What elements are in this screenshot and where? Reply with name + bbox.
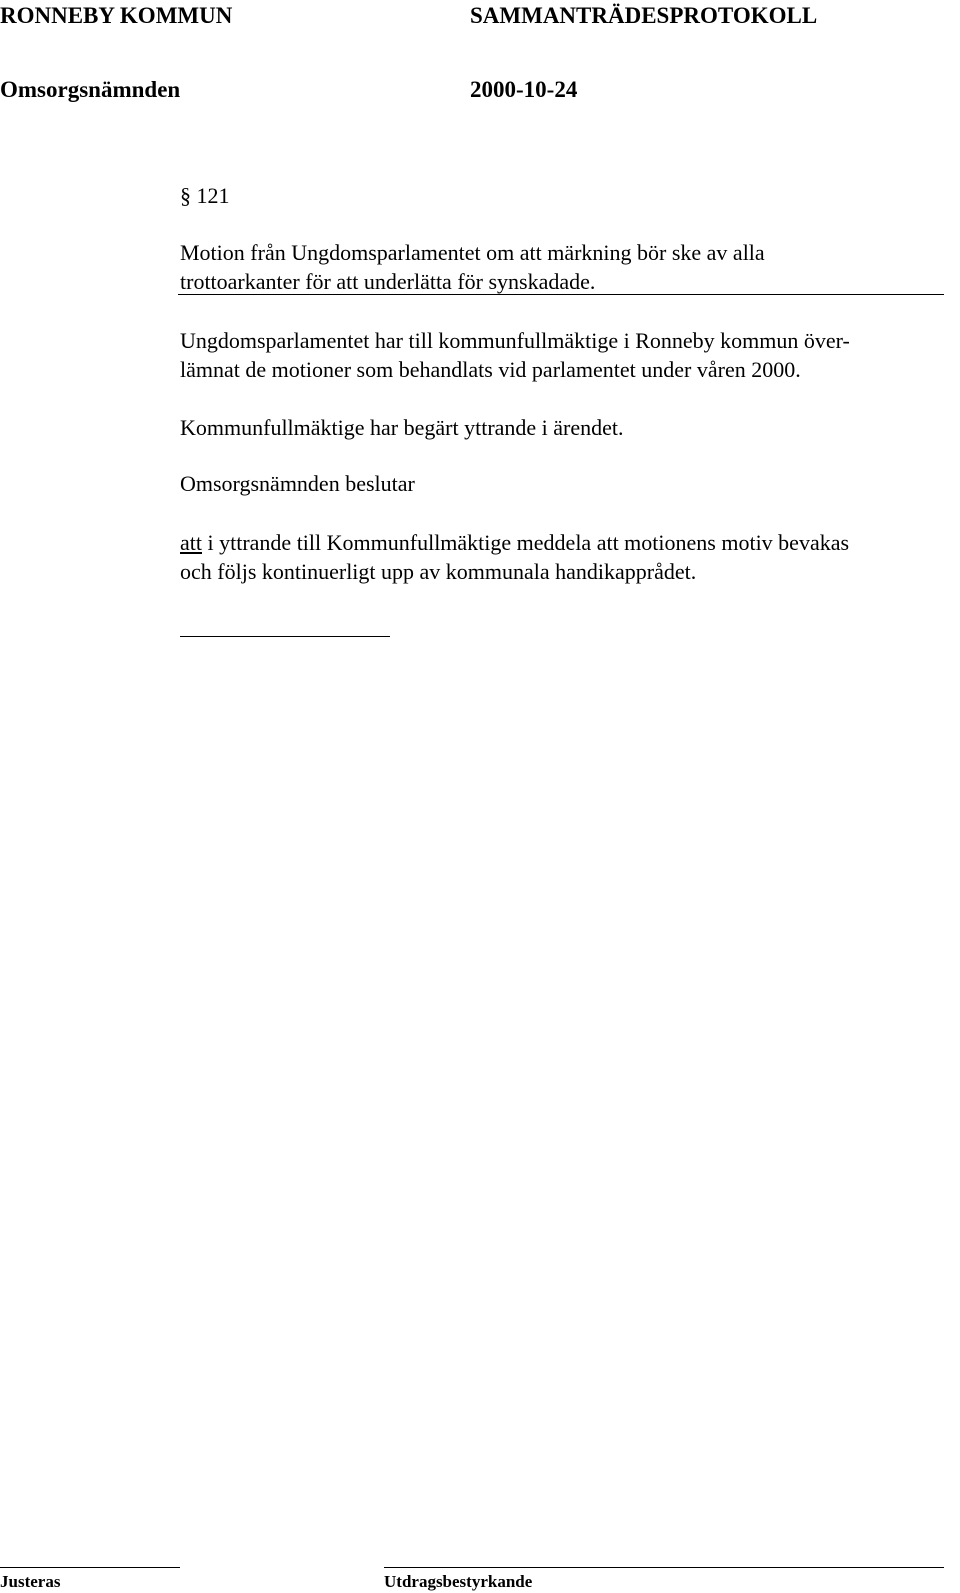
motion-title-line-2: trottoarkanter för att underlätta för synskadade. [180, 269, 596, 294]
footer-justeras-label: Justeras [0, 1572, 61, 1591]
paragraph-2: Kommunfullmäktige har begärt yttrande i ärendet. [180, 415, 624, 440]
title-underline-rule [178, 294, 944, 295]
organization-name: RONNEBY KOMMUN [0, 3, 233, 28]
decision-intro: Omsorgsnämnden beslutar [180, 471, 415, 496]
section-symbol: § [180, 183, 191, 208]
committee-name: Omsorgsnämnden [0, 77, 181, 102]
decision-line-2: och följs kontinuerligt upp av kommunala handikapprådet. [180, 559, 697, 584]
decision-line-1 [180, 528, 950, 557]
section-number: 121 [196, 183, 230, 208]
decision-intro-block [180, 469, 950, 498]
paragraph-1-line-1: Ungdomsparlamentet har till kommunfullmäktige i Ronneby kommun över- [180, 328, 850, 353]
paragraph-1-line-2: lämnat de motioner som behandlats vid parlamentet under våren 2000. [180, 357, 801, 382]
motion-title-line-1: Motion från Ungdomsparlamentet om att märkning bör ske av alla [180, 240, 765, 265]
paragraph-background [180, 326, 950, 384]
meeting-date: 2000-10-24 [470, 77, 578, 102]
decision-line-1-rest: i yttrande till Kommunfullmäktige meddela att motionens motiv bevakas [202, 530, 850, 555]
closing-rule [180, 636, 390, 637]
footer-utdragsbestyrkande-label: Utdragsbestyrkande [384, 1572, 533, 1591]
section-heading [180, 181, 230, 210]
paragraph-request [180, 413, 950, 442]
footer-left-rule [0, 1567, 180, 1568]
footer-right-rule [384, 1567, 944, 1568]
motion-title [180, 238, 950, 296]
decision-text [180, 528, 950, 586]
document-type: SAMMANTRÄDESPROTOKOLL [470, 3, 818, 28]
decision-keyword: att [180, 530, 202, 555]
